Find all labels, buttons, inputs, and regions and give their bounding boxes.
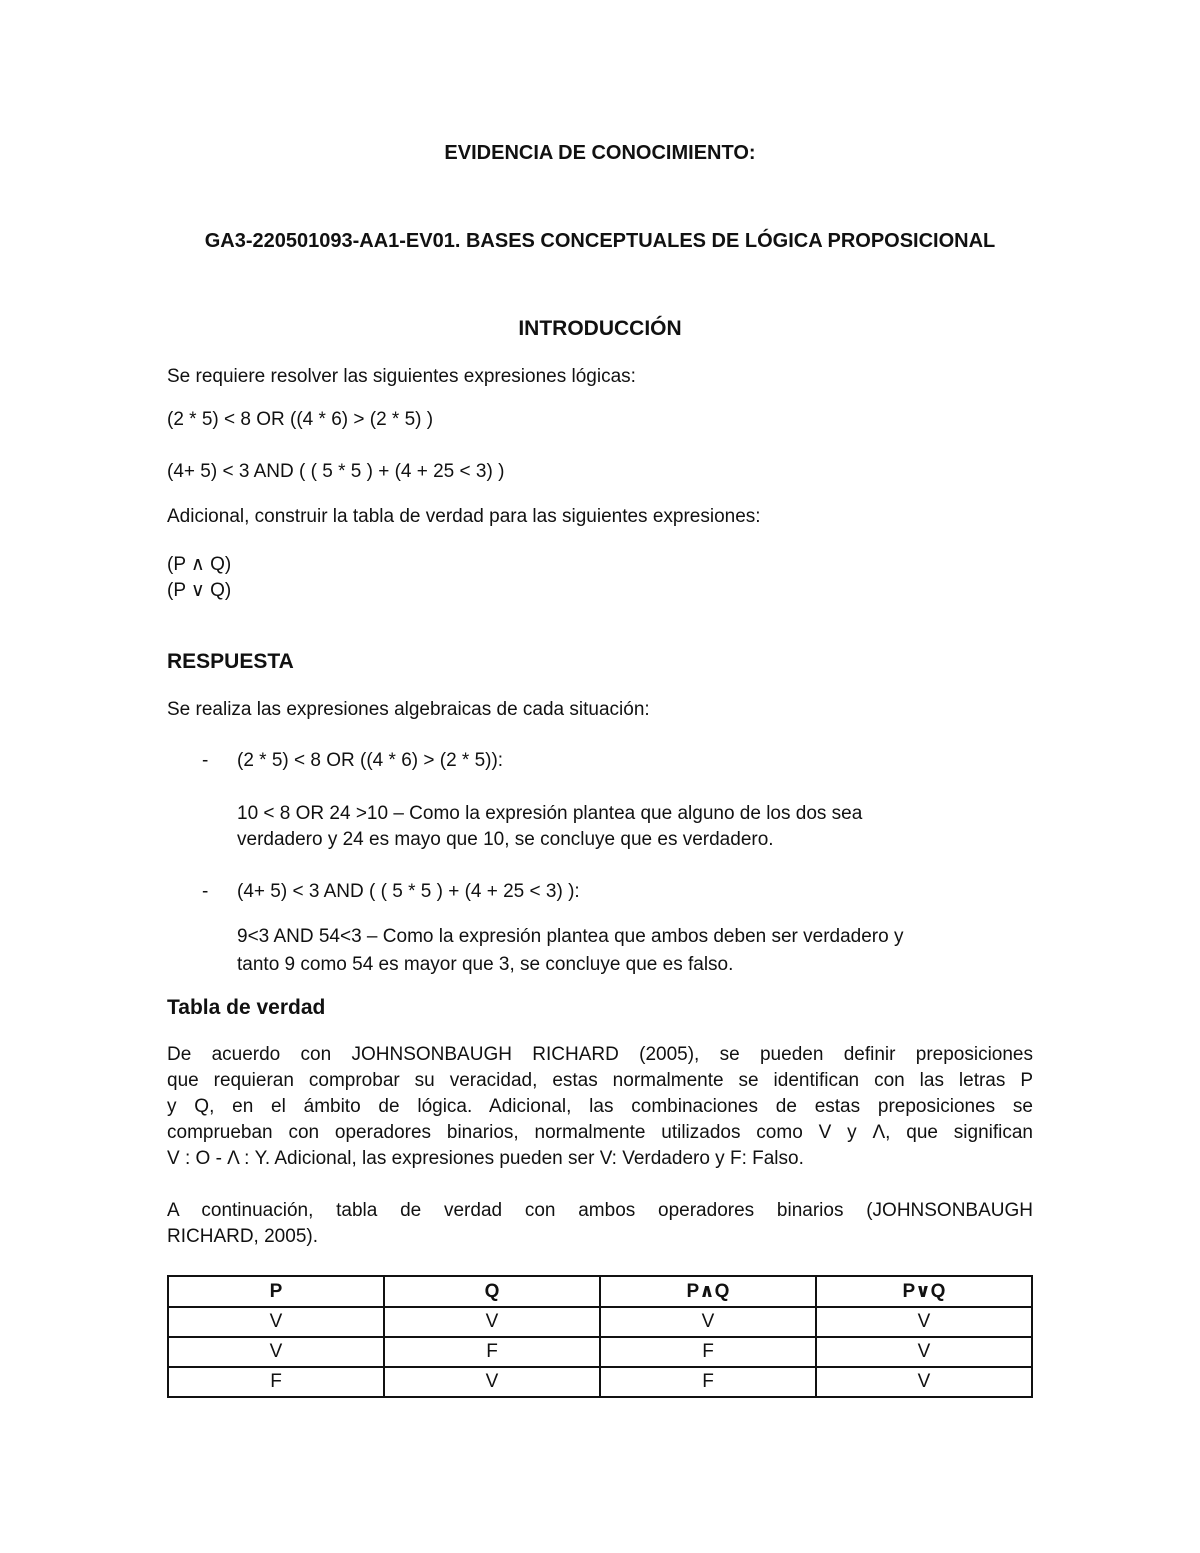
bullet-explanation-line: tanto 9 como 54 es mayor que 3, se concluye que es falso.: [237, 954, 734, 975]
paragraph-line: y Q, en el ámbito de lógica. Adicional, las combinaciones de estas preposiciones se: [167, 1096, 1033, 1117]
table-row: [168, 1337, 1032, 1367]
expression-2: (4+ 5) < 3 AND ( ( 5 * 5 ) + (4 + 25 < 3) ): [167, 461, 505, 482]
intro-line: Se requiere resolver las siguientes expresiones lógicas:: [167, 366, 636, 387]
table-cell: F: [168, 1367, 384, 1397]
column-header-q: Q: [384, 1276, 600, 1307]
table-cell: V: [816, 1367, 1032, 1397]
table-cell: V: [600, 1307, 816, 1337]
bullet-explanation-line: verdadero y 24 es mayo que 10, se concluye que es verdadero.: [237, 829, 774, 850]
proposition-or: (P ∨ Q): [167, 580, 232, 601]
bullet-marker: -: [202, 881, 209, 902]
expression-1: (2 * 5) < 8 OR ((4 * 6) > (2 * 5) ): [167, 409, 434, 430]
table-cell: V: [384, 1307, 600, 1337]
answer-intro: Se realiza las expresiones algebraicas de cada situación:: [167, 699, 650, 720]
answer-heading: RESPUESTA: [167, 650, 294, 673]
bullet-explanation-line: 9<3 AND 54<3 – Como la expresión plantea que ambos deben ser verdadero y: [237, 926, 904, 947]
proposition-and: (P ∧ Q): [167, 554, 232, 575]
table-cell: V: [384, 1367, 600, 1397]
table-cell: V: [816, 1307, 1032, 1337]
paragraph-line: V : O - Λ : Y. Adicional, las expresiones pueden ser V: Verdadero y F: Falso.: [167, 1148, 804, 1169]
table-cell: F: [384, 1337, 600, 1367]
bullet-marker: -: [202, 750, 209, 771]
intro-heading: INTRODUCCIÓN: [518, 317, 682, 340]
paragraph-line: comprueban con operadores binarios, normalmente utilizados como V y Λ, que significan: [167, 1122, 1033, 1143]
bullet-explanation-line: 10 < 8 OR 24 >10 – Como la expresión plantea que alguno de los dos sea: [237, 803, 863, 824]
column-header-p: P: [168, 1276, 384, 1307]
paragraph-line: que requieran comprobar su veracidad, estas normalmente se identifican con las letras P: [167, 1070, 1033, 1091]
bullet-expression: (2 * 5) < 8 OR ((4 * 6) > (2 * 5)):: [237, 750, 504, 771]
column-header-p-and-q: P∧Q: [600, 1276, 816, 1307]
document-subtitle: GA3-220501093-AA1-EV01. BASES CONCEPTUALES DE LÓGICA PROPOSICIONAL: [204, 230, 996, 252]
table-cell: F: [600, 1367, 816, 1397]
table-cell: V: [168, 1337, 384, 1367]
truth-table: [167, 1275, 1033, 1398]
bullet-expression: (4+ 5) < 3 AND ( ( 5 * 5 ) + (4 + 25 < 3) ):: [237, 881, 580, 902]
column-header-p-or-q: P∨Q: [816, 1276, 1032, 1307]
document-title: EVIDENCIA DE CONOCIMIENTO:: [444, 142, 756, 164]
table-row: [168, 1307, 1032, 1337]
paragraph-line: De acuerdo con JOHNSONBAUGH RICHARD (2005), se pueden definir preposiciones: [167, 1044, 1033, 1065]
table-header-row: [168, 1276, 1032, 1307]
paragraph-line: RICHARD, 2005).: [167, 1226, 318, 1247]
paragraph-line: A continuación, tabla de verdad con ambos operadores binarios (JOHNSONBAUGH: [167, 1200, 1033, 1221]
additional-line: Adicional, construir la tabla de verdad para las siguientes expresiones:: [167, 506, 761, 527]
truth-table-heading: Tabla de verdad: [167, 996, 326, 1019]
table-cell: F: [600, 1337, 816, 1367]
table-cell: V: [816, 1337, 1032, 1367]
table-cell: V: [168, 1307, 384, 1337]
table-row: [168, 1367, 1032, 1397]
